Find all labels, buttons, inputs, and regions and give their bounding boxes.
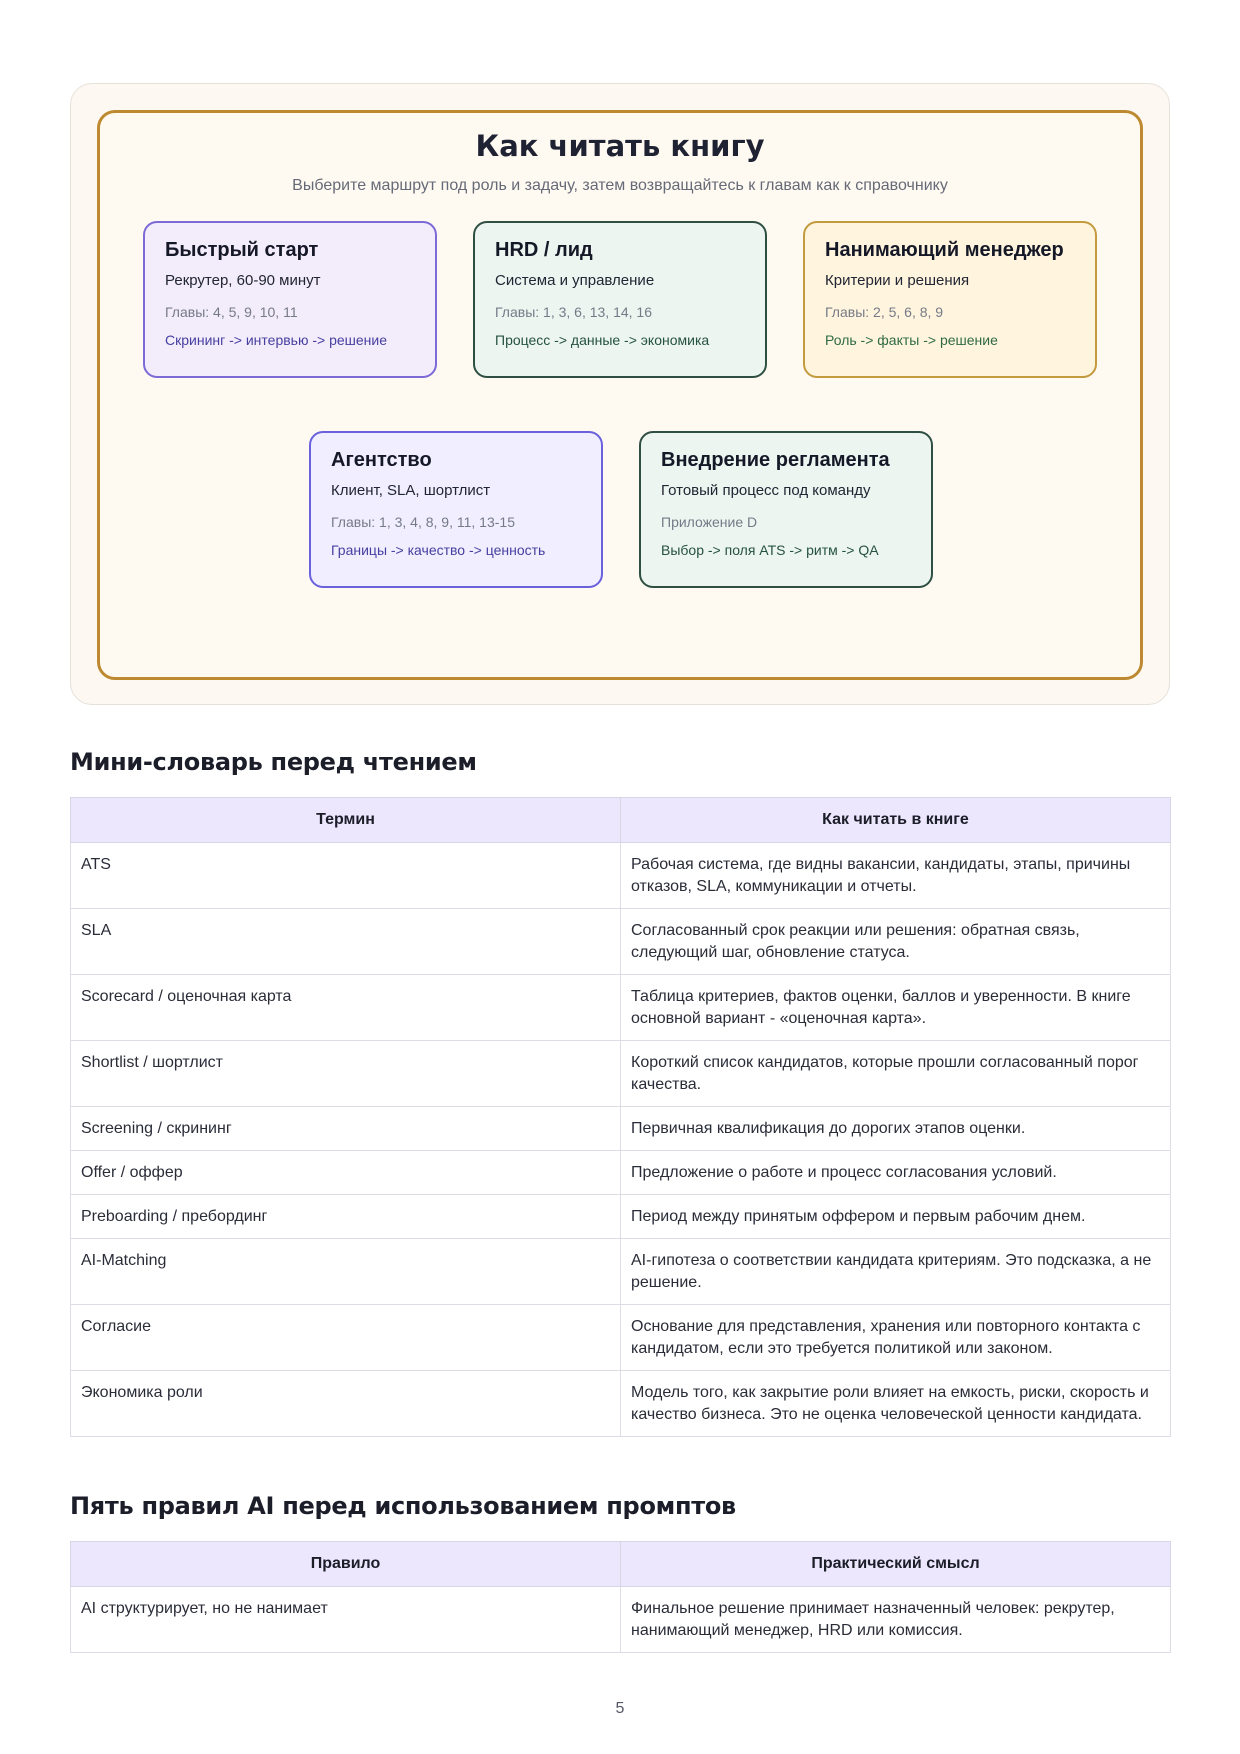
table-row [71,1371,1171,1437]
route-title: Агентство [331,449,432,471]
term-cell: Screening / скрининг [71,1107,621,1151]
route-role: Критерии и решения [825,272,970,289]
route-title: Быстрый старт [165,239,319,261]
table-row [71,1305,1171,1371]
meaning-cell: Согласованный срок реакции или решения: обратная связь, следующий шаг, обновление статуса. [621,909,1171,975]
glossary-table [70,797,1171,1437]
route-title: Внедрение регламента [661,449,890,471]
column-header-term: Термин [71,798,621,843]
route-card-quick-start [143,221,437,378]
table-row [71,1151,1171,1195]
guide-subtitle: Выберите маршрут под роль и задачу, затем возвращайтесь к главам как к справочнику [292,177,948,194]
term-cell: AI-Matching [71,1239,621,1305]
meaning-cell: Модель того, как закрытие роли влияет на емкость, риски, скорость и качество бизнеса. Это не оценка человеческой ценности кандидата. [621,1371,1171,1437]
column-header-meaning: Как читать в книге [621,798,1171,843]
table-row [71,843,1171,909]
table-header-row [71,798,1171,843]
term-cell: Shortlist / шортлист [71,1041,621,1107]
route-flow: Процесс -> данные -> экономика [495,332,710,348]
route-card-agency [309,431,603,588]
route-flow: Роль -> факты -> решение [825,332,998,348]
table-row [71,1587,1171,1653]
term-cell: ATS [71,843,621,909]
rules-table [70,1541,1171,1653]
term-cell: SLA [71,909,621,975]
route-flow: Границы -> качество -> ценность [331,542,546,558]
table-row [71,975,1171,1041]
route-role: Готовый процесс под команду [661,482,871,499]
route-card-regulation-rollout [639,431,933,588]
rule-cell: AI структурирует, но не нанимает [71,1587,621,1653]
term-cell: Экономика роли [71,1371,621,1437]
table-row [71,1041,1171,1107]
term-cell: Scorecard / оценочная карта [71,975,621,1041]
route-flow: Скрининг -> интервью -> решение [165,332,388,348]
route-chapters: Главы: 4, 5, 9, 10, 11 [165,304,298,320]
term-cell: Offer / оффер [71,1151,621,1195]
table-header-row [71,1542,1171,1587]
route-title: HRD / лид [495,239,593,261]
meaning-cell: Основание для представления, хранения или повторного контакта с кандидатом, если это требуется политикой или законом. [621,1305,1171,1371]
rules-heading: Пять правил AI перед использованием промптов [70,1492,736,1520]
meaning-cell: Первичная квалификация до дорогих этапов оценки. [621,1107,1171,1151]
route-chapters: Главы: 1, 3, 6, 13, 14, 16 [495,304,653,320]
route-role: Система и управление [495,272,655,289]
column-header-practical-meaning: Практический смысл [621,1542,1171,1587]
term-cell: Согласие [71,1305,621,1371]
meaning-cell: Период между принятым оффером и первым рабочим днем. [621,1195,1171,1239]
route-role: Рекрутер, 60-90 минут [165,272,321,289]
table-row [71,1239,1171,1305]
reading-guide-panel [70,83,1170,705]
meaning-cell: AI-гипотеза о соответствии кандидата критериям. Это подсказка, а не решение. [621,1239,1171,1305]
table-row [71,1195,1171,1239]
glossary-heading: Мини-словарь перед чтением [70,748,477,776]
table-row [71,1107,1171,1151]
route-card-hrd-lead [473,221,767,378]
route-card-hiring-manager [803,221,1097,378]
page-number: 5 [615,1700,625,1717]
meaning-cell: Таблица критериев, фактов оценки, баллов и уверенности. В книге основной вариант - «оценочная карта». [621,975,1171,1041]
meaning-cell: Предложение о работе и процесс согласования условий. [621,1151,1171,1195]
route-title: Нанимающий менеджер [825,239,1064,261]
meaning-cell: Короткий список кандидатов, которые прошли согласованный порог качества. [621,1041,1171,1107]
table-row [71,909,1171,975]
reading-guide-frame [97,110,1143,680]
route-flow: Выбор -> поля ATS -> ритм -> QA [661,542,879,558]
guide-title: Как читать книгу [475,129,765,163]
route-chapters: Главы: 2, 5, 6, 8, 9 [825,304,944,320]
route-chapters: Приложение D [661,514,758,530]
route-chapters: Главы: 1, 3, 4, 8, 9, 11, 13-15 [331,514,515,530]
route-role: Клиент, SLA, шортлист [331,482,491,499]
meaning-cell: Рабочая система, где видны вакансии, кандидаты, этапы, причины отказов, SLA, коммуникации и отчеты. [621,843,1171,909]
term-cell: Preboarding / пребординг [71,1195,621,1239]
column-header-rule: Правило [71,1542,621,1587]
meaning-cell: Финальное решение принимает назначенный человек: рекрутер, нанимающий менеджер, HRD или комиссия. [621,1587,1171,1653]
